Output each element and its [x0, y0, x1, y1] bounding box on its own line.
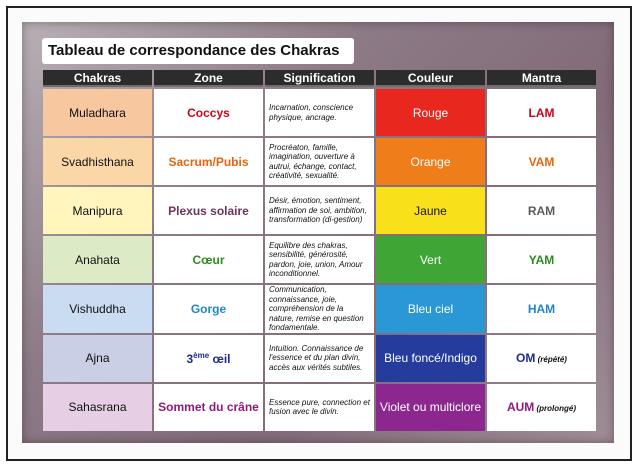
- mantra-cell: VAM: [487, 138, 596, 185]
- table-row: [43, 187, 596, 234]
- signification-cell: Intuition. Connaissance de l'essence et du plan divin, accès aux vérités subtiles.: [265, 335, 374, 382]
- color-cell: Vert: [376, 236, 485, 283]
- mantra-cell: RAM: [487, 187, 596, 234]
- header-signification: Signification: [265, 70, 374, 87]
- mantra-cell: YAM: [487, 236, 596, 283]
- header-chakras: Chakras: [43, 70, 152, 87]
- zone-cell: Coccys: [154, 89, 263, 136]
- zone-cell: Sacrum/Pubis: [154, 138, 263, 185]
- color-cell: Jaune: [376, 187, 485, 234]
- chakra-cell: Ajna: [43, 335, 152, 382]
- color-cell: Bleu foncé/Indigo: [376, 335, 485, 382]
- table-row: [43, 384, 596, 431]
- mantra-note: (prolongé): [534, 404, 577, 413]
- signification-cell: Equilibre des chakras, sensibilité, générosité, pardon, joie, union, Amour inconditionnel.: [265, 236, 374, 283]
- table-row: [43, 138, 596, 185]
- mantra-note: (répété): [535, 355, 567, 364]
- zone-superscript: ème: [193, 350, 210, 360]
- zone-cell: Sommet du crâne: [154, 384, 263, 431]
- table-row: [43, 285, 596, 333]
- mantra-cell: LAM: [487, 89, 596, 136]
- color-cell: Orange: [376, 138, 485, 185]
- chakra-cell: Vishuddha: [43, 285, 152, 333]
- zone-cell: Plexus solaire: [154, 187, 263, 234]
- chakra-cell: Svadhisthana: [43, 138, 152, 185]
- mantra-cell: OM (répété): [487, 335, 596, 382]
- header-couleur: Couleur: [376, 70, 485, 87]
- mantra-cell: HAM: [487, 285, 596, 333]
- chakra-cell: Muladhara: [43, 89, 152, 136]
- color-cell: Rouge: [376, 89, 485, 136]
- zone-cell: Cœur: [154, 236, 263, 283]
- table-header-row: [43, 70, 596, 87]
- zone-cell: Gorge: [154, 285, 263, 333]
- chakra-cell: Anahata: [43, 236, 152, 283]
- signification-cell: Essence pure, connection et fusion avec le divin.: [265, 384, 374, 431]
- chakra-table: [41, 68, 598, 433]
- color-cell: Bleu ciel: [376, 285, 485, 333]
- table-row: [43, 89, 596, 136]
- color-cell: Violet ou multiclore: [376, 384, 485, 431]
- header-zone: Zone: [154, 70, 263, 87]
- table-row: [43, 236, 596, 283]
- zone-cell: 3ème œil: [154, 335, 263, 382]
- signification-cell: Procréaton, famille, imagination, ouverture à autrui, échange, contact, créativité, sexualité.: [265, 138, 374, 185]
- signification-cell: Communication, connaissance, joie, compréhension de la nature, remise en question fondamentale.: [265, 285, 374, 333]
- header-mantra: Mantra: [487, 70, 596, 87]
- table-row: [43, 335, 596, 382]
- chakra-cell: Manipura: [43, 187, 152, 234]
- signification-cell: Incarnation, conscience physique, ancrage.: [265, 89, 374, 136]
- page-title: Tableau de correspondance des Chakras: [42, 38, 354, 64]
- signification-cell: Désir, émotion, sentiment, affirmation de soi, ambition, transformation (di-gestion): [265, 187, 374, 234]
- mantra-cell: AUM (prolongé): [487, 384, 596, 431]
- chakra-cell: Sahasrana: [43, 384, 152, 431]
